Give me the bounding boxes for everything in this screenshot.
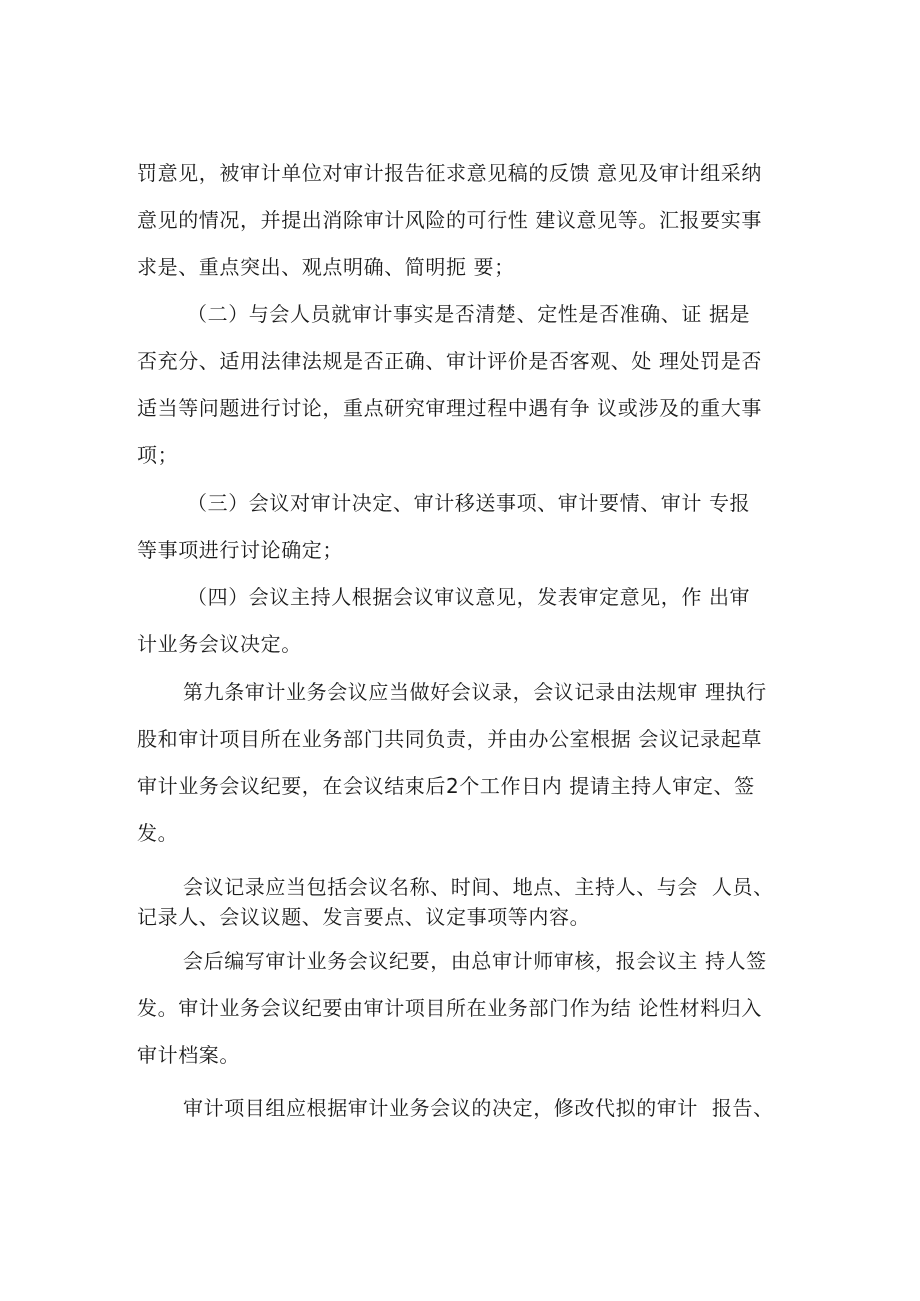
text-line: （二）与会人员就审计事实是否清楚、定性是否准确、证 据是 [187,302,751,326]
text-line: 否充分、适用法律法规是否正确、审计评价是否客观、处 理处罚是否 [137,349,762,373]
text-line: 罚意见，被审计单位对审计报告征求意见稿的反馈 意见及审计组采纳 [137,161,762,185]
text-line: 审计档案。 [137,1043,240,1067]
text-line: 适当等问题进行讨论，重点研究审理过程中遇有争 议或涉及的重大事 [137,396,762,420]
text-line: 意见的情况，并提出消除审计风险的可行性 建议意见等。汇报要实事 [137,208,762,232]
text-line: 第九条审计业务会议应当做好会议录，会议记录由法规审 理执行 [183,680,767,704]
text-line: （四）会议主持人根据会议审议意见，发表审定意见，作 出审 [187,585,751,609]
text-line: 发。 [137,821,179,845]
text-line: 求是、重点突出、观点明确、简明扼 要； [137,255,515,279]
text-line: 会议记录应当包括会议名称、时间、地点、主持人、与会 人员、 [183,875,774,899]
text-line: 计业务会议决定。 [137,632,302,656]
text-line: 等事项进行讨论确定； [137,538,343,562]
text-line: 项； [137,443,179,467]
text-line: 审计项目组应根据审计业务会议的决定，修改代拟的审计 报告、 [183,1096,774,1120]
text-line: 股和审计项目所在业务部门共同负责，并由办公室根据 会议记录起草 [137,727,762,751]
text-line: 审计业务会议纪要，在会议结束后2个工作日内 提请主持人审定、签 [137,774,755,798]
text-line: 发。审计业务会议纪要由审计项目所在业务部门作为结 论性材料归入 [137,996,762,1020]
text-line: 记录人、会议议题、发言要点、议定事项等内容。 [137,905,591,929]
text-line: 会后编写审计业务会议纪要，由总审计师审核，报会议主 持人签 [183,949,767,973]
text-line: （三）会议对审计决定、审计移送事项、审计要情、审计 专报 [187,491,751,515]
